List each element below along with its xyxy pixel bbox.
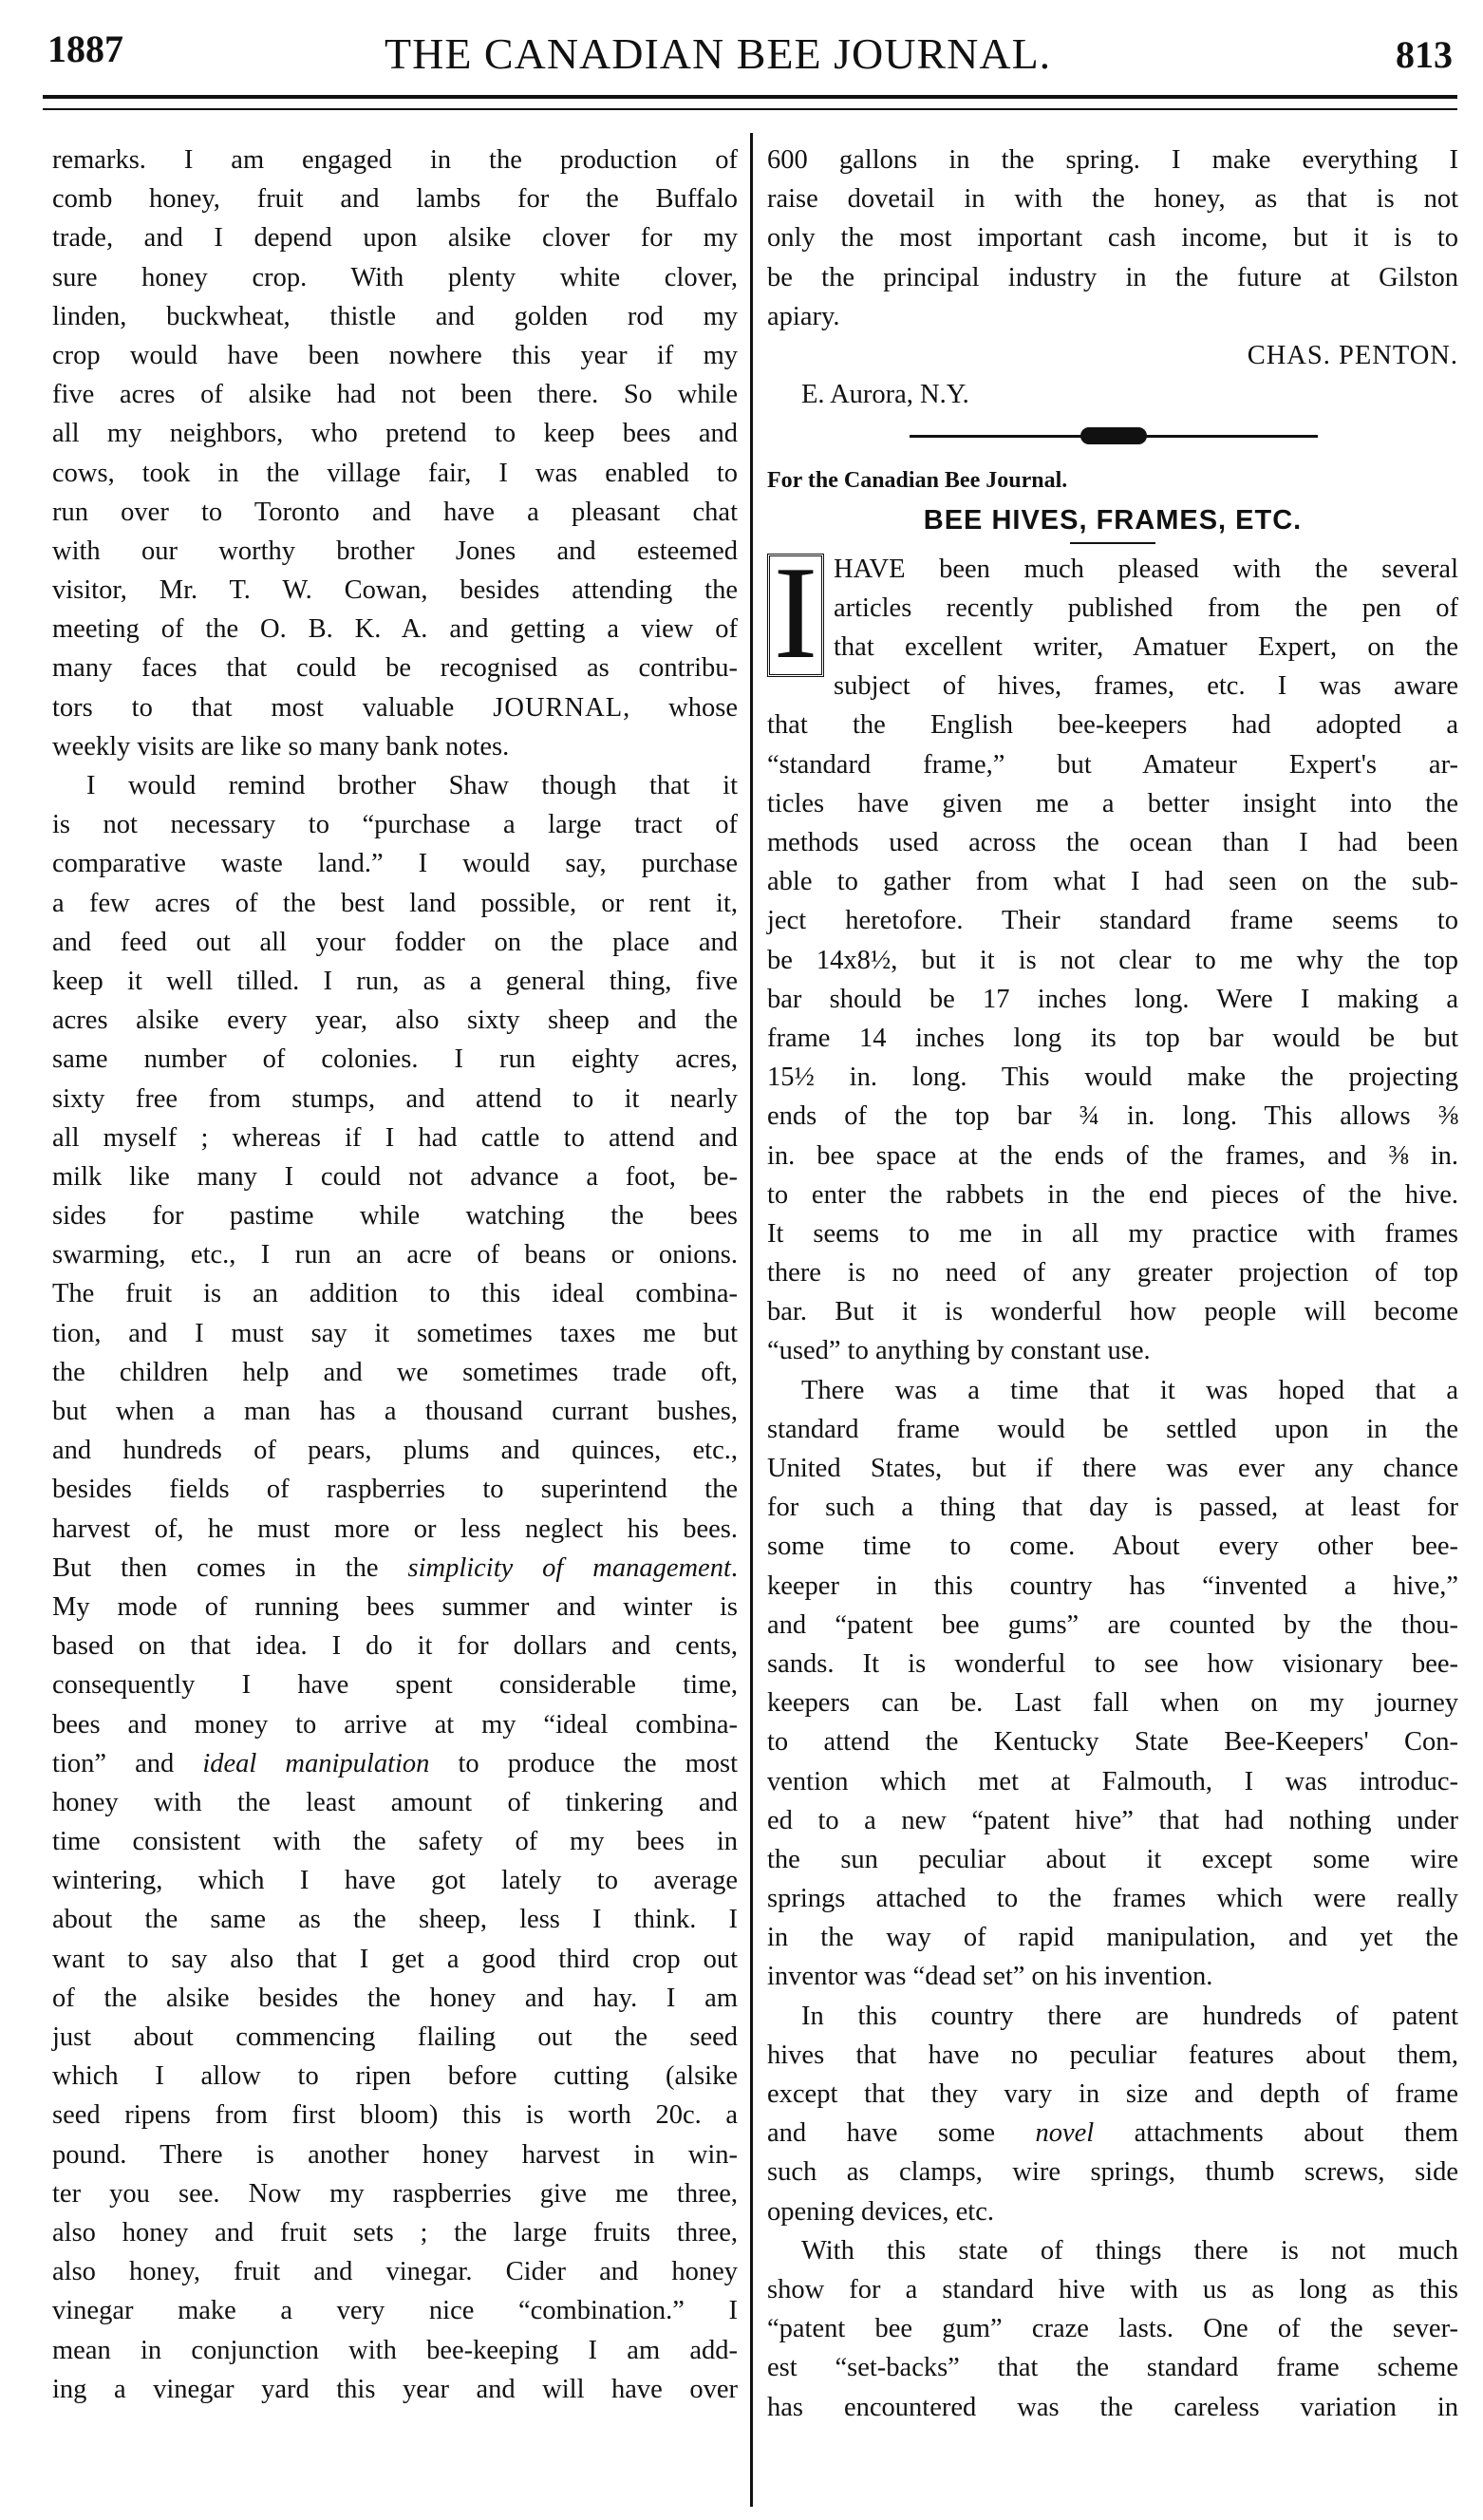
column-divider	[750, 133, 753, 2507]
text-line: ter you see. Now my raspberries give me three,	[52, 2178, 738, 2209]
text-line: keepers can be. Last fall when on my journey	[767, 1688, 1458, 1719]
text-line: harvest of, he must more or less neglect his bees.	[52, 1514, 738, 1544]
text-line: wintering, which I have got lately to average	[52, 1866, 738, 1896]
text-line: frame 14 inches long its top bar would be but	[767, 1023, 1458, 1053]
text-line: show for a standard hive with us as long as this	[767, 2274, 1458, 2304]
text-line: the children help and we sometimes trade oft,	[52, 1357, 738, 1387]
text-line: run over to Toronto and have a pleasant chat	[52, 497, 738, 527]
heading-rule	[1070, 542, 1155, 544]
text-line: milk like many I could not advance a foot, be-	[52, 1161, 738, 1192]
text-line: about the same as the sheep, less I think. I	[52, 1905, 738, 1935]
text-line: There was a time that it was hoped that a	[801, 1375, 1458, 1405]
text-line: inventor was “dead set” on his invention.	[767, 1962, 1213, 1992]
text-line: that the English bee-keepers had adopted a	[767, 710, 1458, 741]
drop-cap-letter: I	[767, 554, 824, 677]
text-line: besides fields of raspberries to superintend the	[52, 1475, 738, 1505]
text-line: for such a thing that day is passed, at least for	[767, 1493, 1458, 1523]
text-line: vention which met at Falmouth, I was introduc-	[767, 1766, 1458, 1796]
text-line: consequently I have spent considerable time,	[52, 1670, 738, 1701]
text-line: keep it well tilled. I run, as a general thing, five	[52, 966, 738, 996]
for-line: For the Canadian Bee Journal.	[767, 468, 1068, 494]
divider-ornament	[1080, 427, 1147, 444]
text-line: articles recently published from the pen of	[834, 592, 1458, 623]
paragraph-4	[767, 2231, 1458, 2427]
text-line: remarks. I am engaged in the production of	[52, 145, 738, 175]
text-line: all my neighbors, who pretend to keep bees and	[52, 419, 738, 449]
text-line: meeting of the O. B. K. A. and getting a view of	[52, 614, 738, 645]
text-line: My mode of running bees summer and winter is	[52, 1591, 738, 1622]
text-line: It seems to me in all my practice with frames	[767, 1218, 1458, 1249]
text-line: to attend the Kentucky State Bee-Keepers' Con-	[767, 1727, 1458, 1758]
text-line: crop would have been nowhere this year if my	[52, 340, 738, 370]
text-line: ing a vinegar yard this year and will have over	[52, 2374, 738, 2404]
text-line: and feed out all your fodder on the place and	[52, 927, 738, 957]
text-line: sure honey crop. With plenty white clover,	[52, 262, 738, 292]
text-line: standard frame would be settled upon in the	[767, 1414, 1458, 1444]
text-line: opening devices, etc.	[767, 2196, 994, 2227]
text-line: bar should be 17 inches long. Were I making a	[767, 984, 1458, 1014]
text-line: only the most important cash income, but it is to	[767, 223, 1458, 254]
text-line: United States, but if there was ever any chance	[767, 1454, 1458, 1483]
text-line: but when a man has a thousand currant bushes,	[52, 1397, 738, 1426]
text-line: “patent bee gum” craze lasts. One of the sever-	[767, 2314, 1458, 2344]
text-line: 15½ in. long. This would make the projecting	[767, 1063, 1458, 1093]
header-rule-thin	[43, 108, 1457, 110]
text-line: comparative waste land.” I would say, purchase	[52, 849, 738, 879]
text-line: many faces that could be recognised as contribu-	[52, 653, 738, 684]
text-line: acres alsike every year, also sixty sheep and the	[52, 1006, 738, 1036]
text-line: est “set-backs” that the standard frame scheme	[767, 2353, 1458, 2383]
text-line: in the way of rapid manipulation, and yet the	[767, 1923, 1458, 1953]
text-line: hives that have no peculiar features about them,	[767, 2040, 1458, 2070]
text-line: that excellent writer, Amatuer Expert, on the	[834, 632, 1458, 663]
text-line: keeper in this country has “invented a hive,”	[767, 1570, 1458, 1601]
text-line: be 14x8½, but it is not clear to me why the top	[767, 945, 1458, 975]
text-line: subject of hives, frames, etc. I was aware	[834, 671, 1458, 702]
text-line: I would remind brother Shaw though that it	[86, 771, 738, 800]
emphasis: novel	[1035, 2118, 1095, 2149]
text-line: want to say also that I get a good third crop out	[52, 1944, 738, 1974]
text-line: But then comes in the simplicity of management.	[52, 1552, 738, 1583]
text-line: sixty free from stumps, and attend to it nearly	[52, 1083, 738, 1114]
text-line: in. bee space at the ends of the frames, and ⅜ in.	[767, 1140, 1458, 1171]
text-line: seed ripens from first bloom) this is worth 20c. a	[52, 2100, 738, 2131]
text-line: visitor, Mr. T. W. Cowan, besides attending the	[52, 575, 738, 606]
text-line: “standard frame,” but Amateur Expert's ar-	[767, 749, 1458, 780]
text-line: based on that idea. I do it for dollars and cents,	[52, 1631, 738, 1662]
text-line: a few acres of the best land possible, or rent it,	[52, 888, 738, 918]
text-line: to enter the rabbets in the end pieces of the hive.	[767, 1179, 1458, 1210]
text-line: ticles have given me a better insight into the	[767, 788, 1458, 818]
text-line: tors to that most valuable JOURNAL, whose	[52, 692, 738, 723]
text-line: swarming, etc., I run an acre of beans or onions.	[52, 1240, 738, 1270]
text-line: same number of colonies. I run eighty acres,	[52, 1044, 738, 1075]
text-line: apiary.	[767, 301, 840, 331]
author-location: E. Aurora, N.Y.	[801, 380, 969, 410]
text-line: time consistent with the safety of my bees in	[52, 1827, 738, 1857]
text-line: ed to a new “patent hive” that had nothing under	[767, 1805, 1458, 1835]
text-line: some time to come. About every other bee-	[767, 1532, 1458, 1562]
text-line: also honey, fruit and vinegar. Cider and honey	[52, 2257, 738, 2287]
text-line: raise dovetail in with the honey, as that is not	[767, 184, 1458, 215]
text-line: 600 gallons in the spring. I make everything I	[767, 145, 1458, 175]
article-ending	[767, 141, 1458, 336]
text-line: “used” to anything by constant use.	[767, 1336, 1151, 1366]
text-line: sides for pastime while watching the bees	[52, 1201, 738, 1232]
text-line: mean in conjunction with bee-keeping I am add-	[52, 2335, 738, 2365]
header-year: 1887	[47, 28, 123, 70]
text-line: trade, and I depend upon alsike clover for my	[52, 223, 738, 254]
text-line: cows, took in the village fair, I was enabled to	[52, 458, 738, 488]
text-line: In this country there are hundreds of patent	[801, 2001, 1458, 2031]
text-line: honey with the least amount of tinkering and	[52, 1787, 738, 1817]
text-line: The fruit is an addition to this ideal combina-	[52, 1279, 738, 1309]
text-line: and “patent bee gums” are counted by the thou-	[767, 1609, 1458, 1640]
text-line: is not necessary to “purchase a large tract of	[52, 810, 738, 840]
text-line: with our worthy brother Jones and esteemed	[52, 536, 738, 566]
text-line: and have some novel attachments about them	[767, 2118, 1458, 2149]
text-line: be the principal industry in the future at Gilston	[767, 262, 1458, 292]
journal-title: THE CANADIAN BEE JOURNAL.	[385, 29, 1052, 78]
paragraph-3	[767, 1997, 1458, 2231]
text-line: sands. It is wonderful to see how visionary bee-	[767, 1648, 1458, 1679]
text-line: there is no need of any greater projection of top	[767, 1258, 1458, 1288]
text-line: except that they vary in size and depth of frame	[767, 2079, 1458, 2109]
text-line: has encountered was the careless variation in	[767, 2392, 1458, 2422]
text-line: such as clamps, wire springs, thumb screws, side	[767, 2157, 1458, 2188]
text-line: ends of the top bar ¾ in. long. This allows ⅜	[767, 1101, 1458, 1132]
drop-cap-block	[767, 538, 1458, 706]
text-line: HAVE been much pleased with the several	[834, 554, 1458, 584]
text-line: which I allow to ripen before cutting (alsike	[52, 2061, 738, 2092]
page-number: 813	[1396, 33, 1453, 76]
left-column	[52, 141, 738, 2409]
header-rule	[43, 95, 1457, 99]
text-line: pound. There is another honey harvest in win-	[52, 2139, 738, 2170]
text-line: comb honey, fruit and lambs for the Buffalo	[52, 184, 738, 215]
text-line: all myself ; whereas if I had cattle to attend and	[52, 1122, 738, 1153]
text-line: bar. But it is wonderful how people will become	[767, 1297, 1458, 1327]
text-line: linden, buckwheat, thistle and golden rod my	[52, 301, 738, 331]
text-line: vinegar make a very nice “combination.” I	[52, 2296, 738, 2326]
paragraph-2	[767, 1371, 1458, 1997]
text-line: methods used across the ocean than I had been	[767, 828, 1458, 857]
emphasis: ideal manipulation	[202, 1748, 430, 1778]
text-line: weekly visits are like so many bank notes.	[52, 731, 510, 762]
paragraph-1	[767, 705, 1458, 1370]
article-heading: BEE HIVES, FRAMES, ETC.	[923, 504, 1303, 536]
text-line: With this state of things there is not much	[801, 2235, 1458, 2266]
text-line: just about commencing flailing out the seed	[52, 2022, 738, 2052]
text-line: and hundreds of pears, plums and quinces, etc.,	[52, 1436, 738, 1466]
text-line: able to gather from what I had seen on the sub-	[767, 867, 1458, 897]
right-column	[767, 141, 1458, 2427]
section-divider	[767, 414, 1458, 461]
emphasis: simplicity of management	[407, 1552, 731, 1583]
text-line: springs attached to the frames which were really	[767, 1884, 1458, 1914]
text-line: tion” and ideal manipulation to produce the most	[52, 1748, 738, 1778]
drop-cap-lines	[767, 550, 1458, 706]
text-line: also honey and fruit sets ; the large fruits three,	[52, 2217, 738, 2247]
text-line: ject heretofore. Their standard frame seems to	[767, 906, 1458, 936]
author-signature: CHAS. PENTON.	[1247, 340, 1458, 370]
emphasis: JOURNAL	[493, 692, 624, 723]
text-line: the sun peculiar about it except some wire	[767, 1844, 1458, 1874]
text-line: five acres of alsike had not been there. So while	[52, 380, 738, 410]
text-line: tion, and I must say it sometimes taxes me but	[52, 1318, 738, 1348]
text-line: of the alsike besides the honey and hay. I am	[52, 1983, 738, 2013]
text-line: bees and money to arrive at my “ideal combina-	[52, 1709, 738, 1740]
